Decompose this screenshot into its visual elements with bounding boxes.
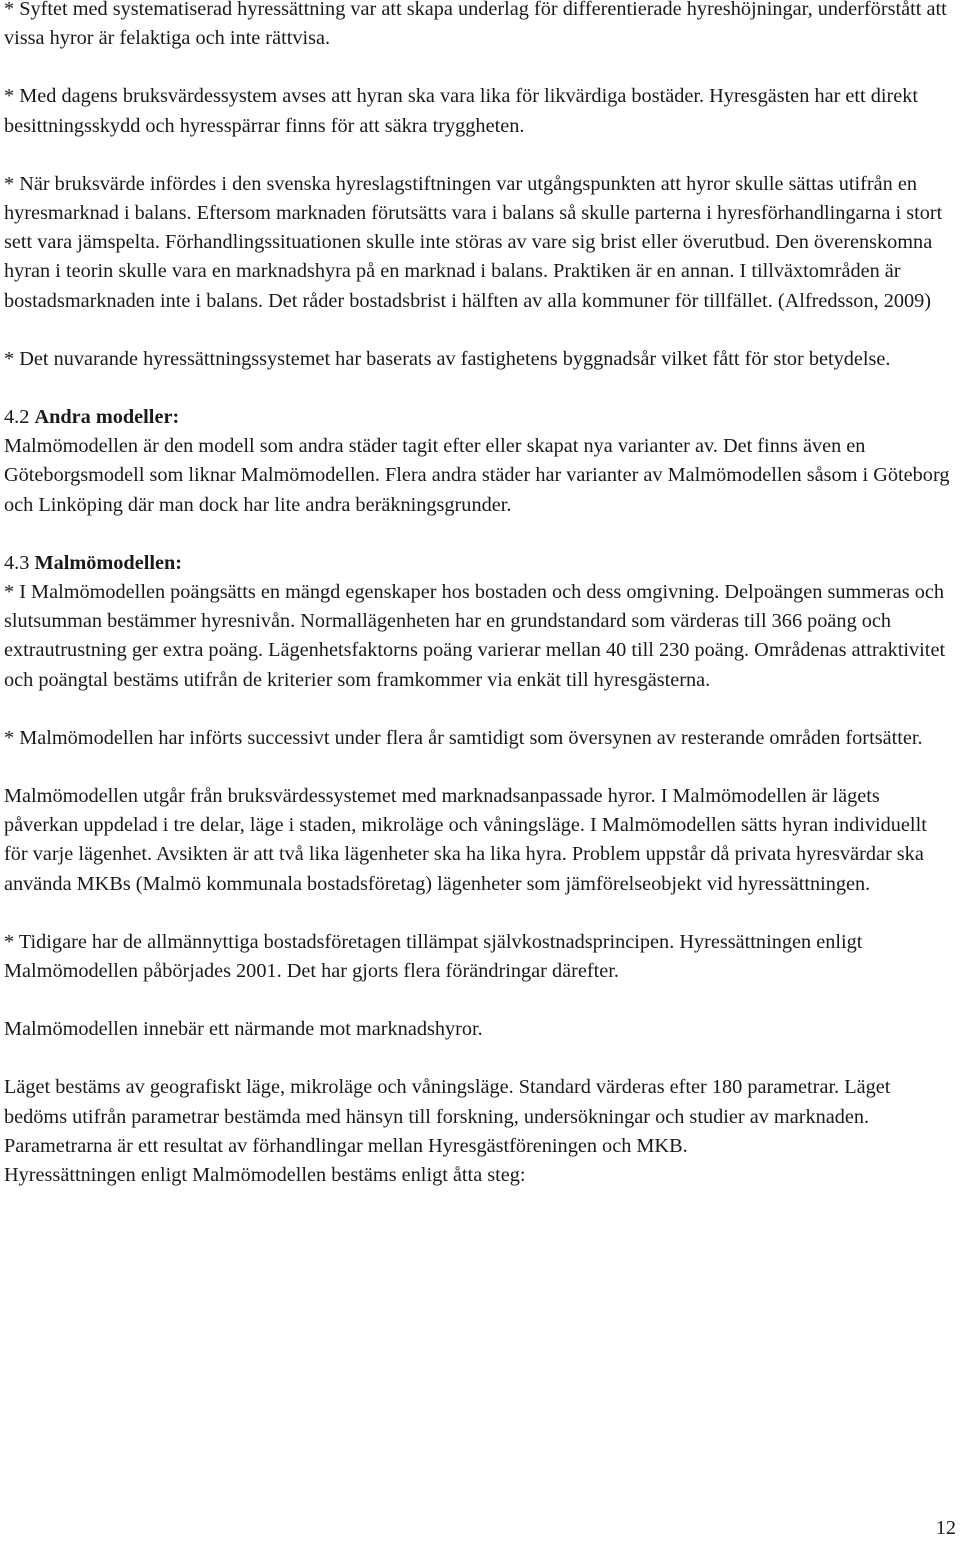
section-number: 4.2 (4, 406, 30, 429)
section-4-3 (4, 549, 954, 695)
section-text: Malmömodellen är den modell som andra städer tagit efter eller skapat nya varianter av. Det finns även en Göteborgsmodell som liknar Malmömodellen. Flera andra städer har varianter av Malmömodellen såsom i Göteborg och Linköping där man dock har lite andra beräkningsgrunder. (4, 435, 950, 516)
paragraph-marknadshyror: Malmömodellen innebär ett närmande mot marknadshyror. (4, 1018, 483, 1041)
paragraph-bruksvarde-historik: * När bruksvärde infördes i den svenska hyreslagstiftningen var utgångspunkten att hyror skulle sättas utifrån en hyresmarknad i balans. Eftersom marknaden förutsätts vara i balans så skulle parterna i hyresförhandlingarna i stort sett vara jämspelta. Förhandlingssituationen skulle inte störas av vare sig brist eller överutbud. Den överenskomna hyran i teorin skulle vara en marknadshyra på en marknad i balans. Praktiken är en annan. I tillväxtområden är bostadsmarknaden inte i balans. Det råder bostadsbrist i hälften av alla kommuner för tillfället. (Alfredsson, 2009) (4, 172, 943, 312)
section-title: Malmömodellen: (34, 551, 183, 574)
section-title: Andra modeller: (34, 406, 180, 429)
paragraph-marknadsanpassade: Malmömodellen utgår från bruksvärdessystemet med marknadsanpassade hyror. I Malmömodellen är lägets påverkan uppdelad i tre delar, läge i staden, mikroläge och våningsläge. I Malmömodellen sätts hyran individuellt för varje lägenhet. Avsikten är att två lika lägenheter ska ha lika hyra. Problem uppstår då privata hyresvärdar ska använda MKBs (Malmö kommunala bostadsföretag) lägenheter som jämförelseobjekt vid hyressättningen. (4, 785, 927, 895)
section-heading (4, 549, 954, 578)
paragraph-laget: Läget bestäms av geografiskt läge, mikroläge och våningsläge. Standard värderas efter 180 parametrar. Läget bedöms utifrån parametrar bestämda med hänsyn till forskning, undersökningar och studier av marknaden. Parametrarna är ett resultat av förhandlingar mellan Hyresgästföreningen och MKB. (4, 1076, 891, 1157)
section-heading (4, 403, 954, 432)
section-4-2 (4, 403, 954, 520)
paragraph-nuvarande-system: * Det nuvarande hyressättningssystemet har baserats av fastighetens byggnadsår vilket fått för stor betydelse. (4, 347, 891, 370)
paragraph-steg: Hyressättningen enligt Malmömodellen bestäms enligt åtta steg: (4, 1164, 526, 1187)
section-text: * I Malmömodellen poängsätts en mängd egenskaper hos bostaden och dess omgivning. Delpoängen summeras och slutsumman bestämmer hyresnivån. Normallägenheten har en grundstandard som värderas till 366 poäng och extrautrustning ger extra poäng. Lägenhetsfaktorns poäng varierar mellan 40 till 230 poäng. Områdenas attraktivitet och poängtal bestäms utifrån de kriterier som framkommer via enkät till hyresgästerna. (4, 581, 946, 691)
page-number: 12 (935, 1517, 956, 1539)
paragraph-sjalvkostnad: * Tidigare har de allmännyttiga bostadsföretagen tillämpat självkostnadsprincipen. Hyressättningen enligt Malmömodellen påbörjades 2001. Det har gjorts flera förändringar därefter. (4, 930, 863, 983)
paragraph-bruksvarde-system: * Med dagens bruksvärdessystem avses att hyran ska vara lika för likvärdiga bostäder. Hyresgästen har ett direkt besittningsskydd och hyresspärrar finns för att säkra tryggheten. (4, 85, 919, 137)
paragraph-successivt: * Malmömodellen har införts successivt under flera år samtidigt som översynen av resterande områden fortsätter. (4, 726, 923, 749)
section-number: 4.3 (4, 551, 30, 574)
paragraph-syftet: * Syftet med systematiserad hyressättning var att skapa underlag för differentierade hyreshöjningar, underförstått att vissa hyror är felaktiga och inte rättvisa. (4, 0, 947, 50)
document-body (4, 0, 954, 1190)
final-block (4, 1073, 954, 1190)
